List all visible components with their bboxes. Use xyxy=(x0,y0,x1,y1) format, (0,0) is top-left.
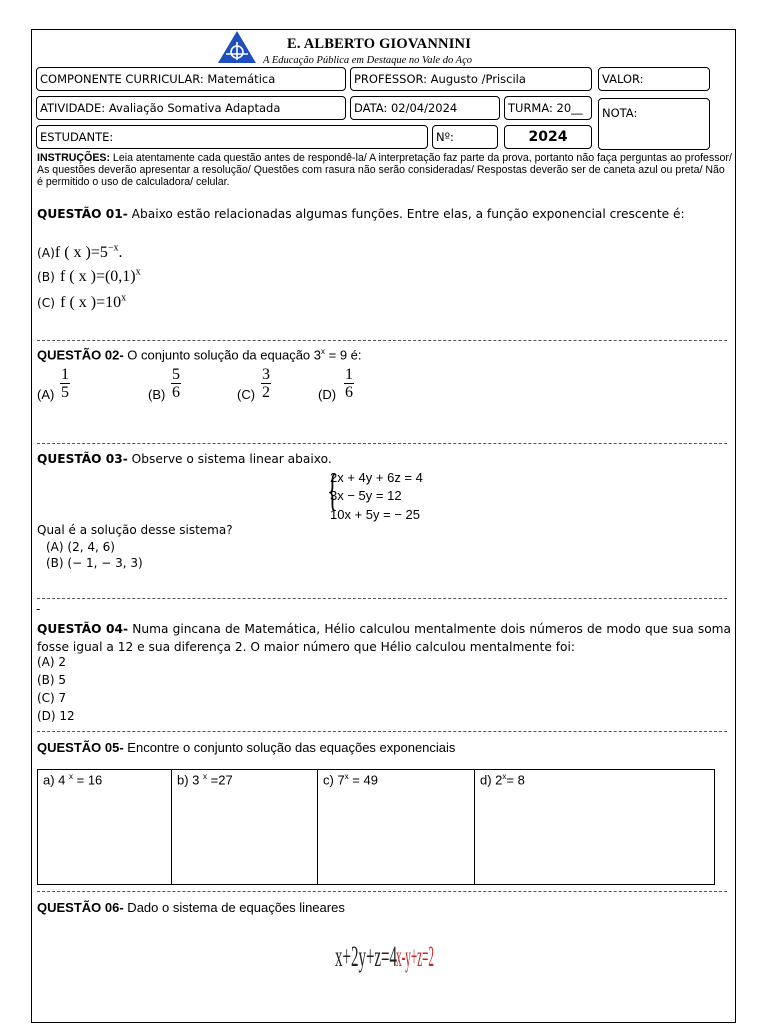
system-equation-1: 2x + 4y + 6z = 4 xyxy=(330,470,423,485)
date-field[interactable]: DATA: 02/04/2024 xyxy=(350,96,500,120)
separator xyxy=(37,340,727,341)
q1-option-a[interactable]: (A)f ( x )$=5^{-x}$. xyxy=(37,242,123,261)
q4-option-c[interactable]: (C) 7 xyxy=(37,691,67,705)
q2-option-d-label[interactable]: (D) xyxy=(318,387,337,402)
separator xyxy=(37,731,727,732)
svg-text:x-y+z=2: x-y+z=2 xyxy=(396,940,434,973)
q1-option-c[interactable]: (C) f ( x )$=10^x$ xyxy=(37,292,127,311)
q2-option-c-fraction[interactable]: $\frac{3}{2}$ xyxy=(262,366,270,401)
question-6: QUESTÃO 06- Dado o sistema de equações lineares xyxy=(37,900,345,915)
q2-option-b-label[interactable]: (B) xyxy=(148,387,166,402)
activity-field[interactable]: ATIVIDADE: Avaliação Somativa Adaptada xyxy=(36,96,346,120)
q3-option-a[interactable]: (A) (2, 4, 6) xyxy=(46,540,115,554)
q2-option-b-fraction[interactable]: $\frac{5}{6}$ xyxy=(172,366,180,401)
separator xyxy=(37,891,727,892)
student-field[interactable]: ESTUDANTE: xyxy=(36,125,428,149)
year-field: 2024 xyxy=(504,125,592,149)
svg-text:x+2y+z=4: x+2y+z=4 xyxy=(335,940,397,973)
question-1: QUESTÃO 01- Abaixo estão relacionadas algumas funções. Entre elas, a função exponencial crescente é: xyxy=(37,207,685,221)
q2-option-c-label[interactable]: (C) xyxy=(237,387,256,402)
q2-option-a-fraction[interactable]: $\frac{1}{5}$ xyxy=(61,366,69,401)
separator xyxy=(37,598,727,599)
school-name: E. ALBERTO GIOVANNINI xyxy=(287,36,472,52)
q4-option-b[interactable]: (B) 5 xyxy=(37,673,67,687)
q2-option-d-fraction[interactable]: $\frac{1}{6}$ xyxy=(345,366,353,401)
value-field[interactable]: VALOR: xyxy=(598,67,710,91)
q4-option-a[interactable]: (A) 2 xyxy=(37,655,67,669)
instructions: INSTRUÇÕES: Leia atentamente cada questão antes de respondê-la/ A interpretação faz parte da prova, portanto não faça perguntas ao professor/ As questões deverão apresentar a resolução/ Questões com rasura não serão consideradas/ Respostas deverão ser de caneta azul ou preta/ Não é permitido o uso de calculadora/ celular. xyxy=(37,152,732,188)
q5-item-c[interactable]: c) $7^x = 49$ xyxy=(318,770,475,885)
stray-dash: - xyxy=(36,602,41,616)
q2-option-a-label[interactable]: (A) xyxy=(37,387,55,402)
q5-answer-table xyxy=(37,769,715,885)
system-equation-2: 3x − 5y = 12 xyxy=(330,488,402,503)
teacher-field[interactable]: PROFESSOR: Augusto /Priscila xyxy=(350,67,592,91)
q6-equation-image xyxy=(334,928,436,978)
q3-question: Qual é a solução desse sistema? xyxy=(37,523,233,537)
number-field[interactable]: Nº: xyxy=(432,125,498,149)
q5-item-d[interactable]: d) $2^x= 8$ xyxy=(475,770,715,885)
school-motto: A Educação Pública em Destaque no Vale do Aço xyxy=(263,55,472,66)
question-3: QUESTÃO 03- Observe o sistema linear abaixo. xyxy=(37,452,332,466)
q4-option-d[interactable]: (D) 12 xyxy=(37,709,75,723)
question-5: QUESTÃO 05- Encontre o conjunto solução das equações exponenciais xyxy=(37,740,456,755)
component-field[interactable]: COMPONENTE CURRICULAR: Matemática xyxy=(36,67,346,91)
system-brace: { xyxy=(327,466,338,515)
q3-option-b[interactable]: (B) (− 1, − 3, 3) xyxy=(46,556,143,570)
class-field[interactable]: TURMA: 20__ xyxy=(504,96,592,120)
separator xyxy=(37,443,727,444)
q1-option-b[interactable]: (B) f ( x )$=(0,1)^x$ xyxy=(37,266,141,285)
question-4: QUESTÃO 04- Numa gincana de Matemática, Hélio calculou mentalmente dois números de modo que sua soma fosse igual a 12 e sua diferença 2. O maior número que Hélio calculou mentalmente foi: xyxy=(37,622,731,654)
q5-item-a[interactable]: a) 4 $^x$ = 16 xyxy=(38,770,172,885)
question-2: QUESTÃO 02- O conjunto solução da equação $3^x = 9$ é: xyxy=(37,347,362,363)
grade-field[interactable]: NOTA: xyxy=(598,98,710,150)
system-equation-3: 10x + 5y = − 25 xyxy=(330,507,420,522)
q5-item-b[interactable]: b) 3 $^x$ =27 xyxy=(172,770,318,885)
school-triangle-logo-icon xyxy=(217,30,257,64)
